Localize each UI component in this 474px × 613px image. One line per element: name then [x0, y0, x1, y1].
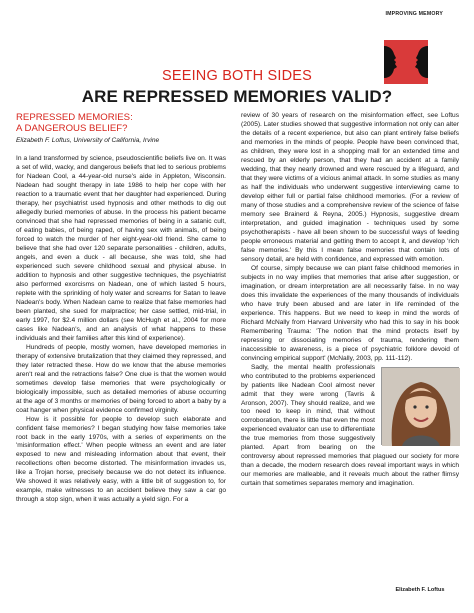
subtitle-line-1: REPRESSED MEMORIES:: [16, 112, 133, 123]
byline: Elizabeth F. Loftus, University of California, Irvine: [16, 137, 160, 144]
paragraph: In a land transformed by science, pseudoscientific beliefs live on. It was a set of wild, wacky, and dangerous beliefs that led to serious problems for Nadean Cool, a 44-year-old nurse's aide in Appleton, Wisconsin. Nadean had sought therapy in late 1986 to help her cope with her reaction to a traumatic event that her daughter had experienced. During therapy, her psychiatrist used hypnosis and other methods to dig out allegedly buried memories of abuse. In the process his patient became convinced that she had repressed memories of being in a satanic cult, of eating babies, of being raped, of having sex with animals, of being forced to watch the murder of her eight-year-old friend. She came to believe that she had over 120 separate personalities - children, adults, angels, and even a duck - all because, she was told, she had experienced such severe childhood sexual and physical abuse. In addition to hypnosis and other suggestive techniques, the psychiatrist also performed exorcisms on Nadean, one of which lasted 5 hours, replete with the sprinkling of holy water and screams for Satan to leave Nadean's body. When Nadean came to realize that false memories had been planted, she sued for malpractice; her case settled, mid-trial, in early 1997, for $2.4 million dollars (see McHugh et al., 2004 for more cases like Nadean's, and an analysis of what happens to these individuals and their families after this kind of experience).: [16, 154, 226, 342]
series-title: SEEING BOTH SIDES: [161, 68, 313, 84]
article-title: ARE REPRESSED MEMORIES VALID?: [81, 87, 393, 106]
paragraph: Hundreds of people, mostly women, have developed memories in therapy of extensive brutalization that they claimed they repressed, and they later retracted these. How do we know that the abuse memories aren't real and the retractions false? One clue is that the women would sometimes develop false memories that were psychologically or biologically impossible, such as detailed memories of abuse occurring at the age of 3 months or memories of being forced to abort a baby by a coat hanger when physical evidence confirmed virginity.: [16, 343, 226, 414]
right-column: [241, 112, 459, 489]
paragraph: Of course, simply because we can plant false childhood memories in subjects in no way implies that memories that arise after suggestion, or imagination, or dream interpretation are all necessarily false. In no way does this invalidate the experiences of the many thousands of individuals who have truly been abused and are later in life reminded of the experience. This happens. But we need to keep in mind the words of Richard McNally from Harvard University who had this to say in his book Remembering Trauma: 'The notion that the mind protects itself by repressing or dissociating memories of trauma, rendering them inaccessible to awareness, is a piece of psychiatric folklore devoid of convincing empirical support' (McNally, 2003, pp. 111-112).: [241, 264, 459, 362]
paragraph: review of 30 years of research on the misinformation effect, see Loftus (2005). Later studies showed that suggestive information not only can alter the details of a recent experience, but also can plant entirely false beliefs and memories in the minds of people. People have been convinced that, as children, they were lost in a shopping mall for an extended time and rescued by an elderly person, that they had an accident at a family wedding, that they nearly drowned and were rescued by a lifeguard, and that they were victims of a vicious animal attack. In some studies as many as half the individuals who underwent suggestive interviewing came to develop either full or partial false childhood memories. (For a review of many of those studies and a comprehensive review of the science of false memory see Brainerd & Reyna, 2005.) Hypnosis, suggestive dream interpretation, and guided imagination - techniques used by some psychotherapists - have all been shown to be successful ways of feeding people erroneous material and getting them to accept it, and develop 'rich false memories.' By this I mean false memories that contain lots of sensory detail, are held with confidence, and expressed with emotion.: [241, 112, 459, 263]
subtitle-line-2: A DANGEROUS BELIEF?: [16, 123, 128, 134]
left-column: [16, 112, 226, 505]
running-head: IMPROVING MEMORY: [385, 11, 443, 17]
section-subtitle: [16, 112, 226, 134]
paragraph-text: Sadly, the mental health professionals who contributed to the problems experienced by patients like Nadean Cool almost never admit that they were wrong (Tavris & Aronson, 2007). They should realize, and we too need to keep in mind, that without corroboration, there is little that even the most experienced evaluator can use to differentiate the true memories from those suggestively planted. Apart from bearing on the controversy about repressed memories that plagued our society for more than a decade, the modern research does reveal important ways in which our memories are malleable, and it reveals much about the rather flimsy curtain that sometimes separates memory and imagination.: [241, 363, 459, 488]
author-photo: [381, 367, 459, 445]
paragraph: How is it possible for people to develop such elaborate and confident false memories? I began studying how false memories take root back in the early 1970s, with a series of experiments on the 'misinformation effect.' When people witness an event and are later exposed to new and misleading information about that event, their recollections often become distorted. The misinformation invades us, like a Trojan horse, precisely because we do not detect its influence. We showed it was relatively easy, with a little bit of suggestion to, for example, make witnesses to an accident believe they saw a car go through a stop sign, when it was actually a yield sign. For a: [16, 415, 226, 504]
photo-caption: Elizabeth F. Loftus: [395, 587, 445, 593]
paragraph: [241, 364, 459, 490]
